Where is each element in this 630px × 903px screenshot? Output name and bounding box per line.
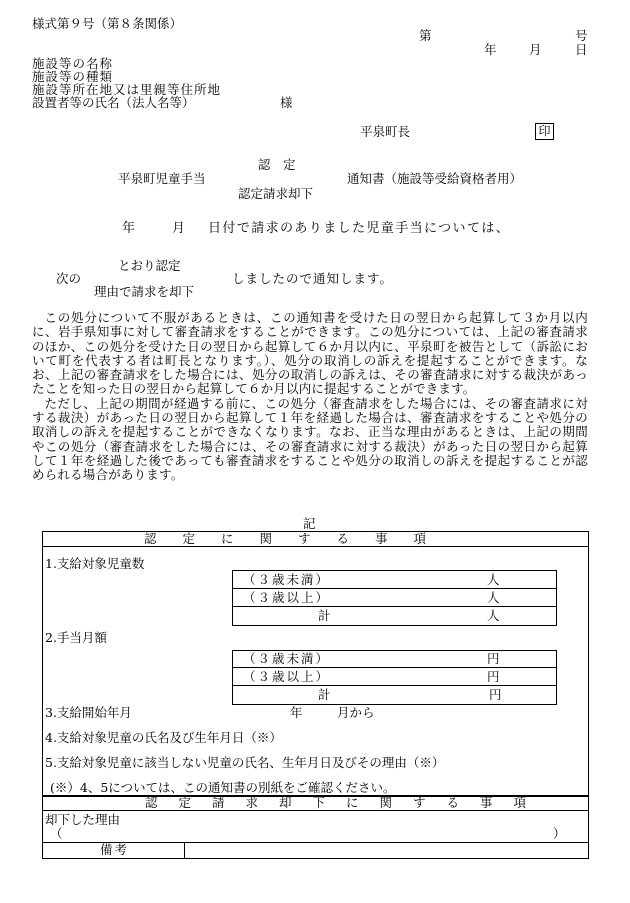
- amount-over3-label: （３歳以上）: [243, 669, 331, 684]
- option-reject: 理由で請求を却下: [94, 284, 195, 299]
- opening-month: 月: [172, 221, 186, 236]
- amount-total-label: 計: [318, 687, 331, 702]
- child-over3-label: （３歳以上）: [243, 590, 331, 605]
- founder-name-label: 設置者等の氏名（法人名等）: [32, 95, 195, 110]
- facility-name-label: 施設等の名称: [32, 56, 114, 71]
- facility-address-label: 施設等所在地又は里親等住所地: [32, 82, 222, 97]
- issuer-name: 平泉町長: [360, 124, 411, 139]
- rejection-reason-label: 却下した理由: [45, 812, 121, 827]
- number-suffix: 号: [575, 28, 588, 43]
- amount-under3-label: （３歳未満）: [243, 651, 331, 666]
- opening-notice: しましたので通知します。: [232, 271, 394, 286]
- amount-over3-unit: 円: [487, 669, 500, 684]
- facility-type-label: 施設等の種類: [32, 69, 114, 84]
- child-total-label: 計: [318, 608, 331, 623]
- ki-mark: 記: [303, 516, 316, 531]
- reason-paren-open: （: [50, 826, 63, 841]
- rejection-heading: 認定請求却下に関する事項: [145, 795, 548, 810]
- child-under3-label: （３歳未満）: [243, 572, 331, 587]
- seal-mark: 印: [535, 123, 554, 140]
- start-year: 年: [290, 705, 303, 720]
- item3-label: 3.支給開始年月: [45, 705, 132, 720]
- item4-label: 4.支給対象児童の氏名及び生年月日（※）: [45, 730, 282, 745]
- child-over3-unit: 人: [487, 590, 500, 605]
- approval-heading: 認定に関する事項: [144, 531, 453, 546]
- appeal-paragraph-1: この処分について不服があるときは、この通知書を受けた日の翌日から起算して３か月以内に、岩手県知事に対して審査請求をすることができます。この処分については、上記の審査請求のほか、この処分を受けた日の翌日から起算して６か月以内に、平泉町を被告として（訴訟において町を代表する者は町長となります。）、処分の取消しの訴えを提起することができます。なお、上記の審査請求をした場合には、処分の取消しの訴えは、その審査請求に対する裁決があったことを知った日の翌日から起算して６か月以内に提起することができます。: [32, 310, 588, 397]
- date-day: 日: [575, 42, 588, 57]
- remarks-label: 備考: [100, 842, 130, 857]
- title-left: 平泉町児童手当: [118, 171, 206, 186]
- reason-paren-close: ）: [553, 826, 566, 841]
- opening-text: 日付で請求のありました児童手当については、: [208, 221, 511, 236]
- title-right: 通知書（施設等受給資格者用）: [347, 171, 523, 186]
- opening-year: 年: [122, 221, 136, 236]
- amount-total-unit: 円: [489, 687, 502, 702]
- amount-under3-unit: 円: [487, 651, 500, 666]
- title-approval: 認 定: [258, 157, 296, 172]
- item2-label: 2.手当月額: [45, 630, 107, 645]
- form-label: 様式第９号（第８条関係）: [32, 16, 183, 31]
- child-under3-unit: 人: [487, 572, 500, 587]
- option-approve: とおり認定: [118, 258, 181, 273]
- separate-sheet-note: (※）4、5については、この通知書の別紙をご確認ください。: [50, 780, 396, 795]
- date-month: 月: [529, 42, 542, 57]
- appeal-paragraph-2: ただし、上記の期間が経過する前に、この処分（審査請求をした場合には、その審査請求に対する裁決）があった日の翌日から起算して１年を経過した場合は、審査請求をすることや処分の取消しの訴えを提起することができなくなります。なお、正当な理由があるときは、上記の期間やこの処分（審査請求をした場合には、その審査請求に対する裁決）があった日の翌日から起算して１年を経過した後であっても審査請求をすることや処分の取消しの訴えを提起することが認められる場合があります。: [32, 395, 588, 483]
- item5-label: 5.支給対象児童に該当しない児童の氏名、生年月日及びその理由（※）: [45, 755, 445, 770]
- date-year: 年: [484, 42, 497, 57]
- appeal-instructions: [32, 311, 588, 483]
- honorific: 様: [280, 95, 293, 110]
- number-prefix: 第: [419, 28, 432, 43]
- child-total-unit: 人: [487, 608, 500, 623]
- title-rejection: 認定請求却下: [238, 186, 314, 201]
- opening-next: 次の: [56, 271, 82, 286]
- item1-label: 1.支給対象児童数: [45, 556, 145, 571]
- start-month-from: 月から: [337, 705, 375, 720]
